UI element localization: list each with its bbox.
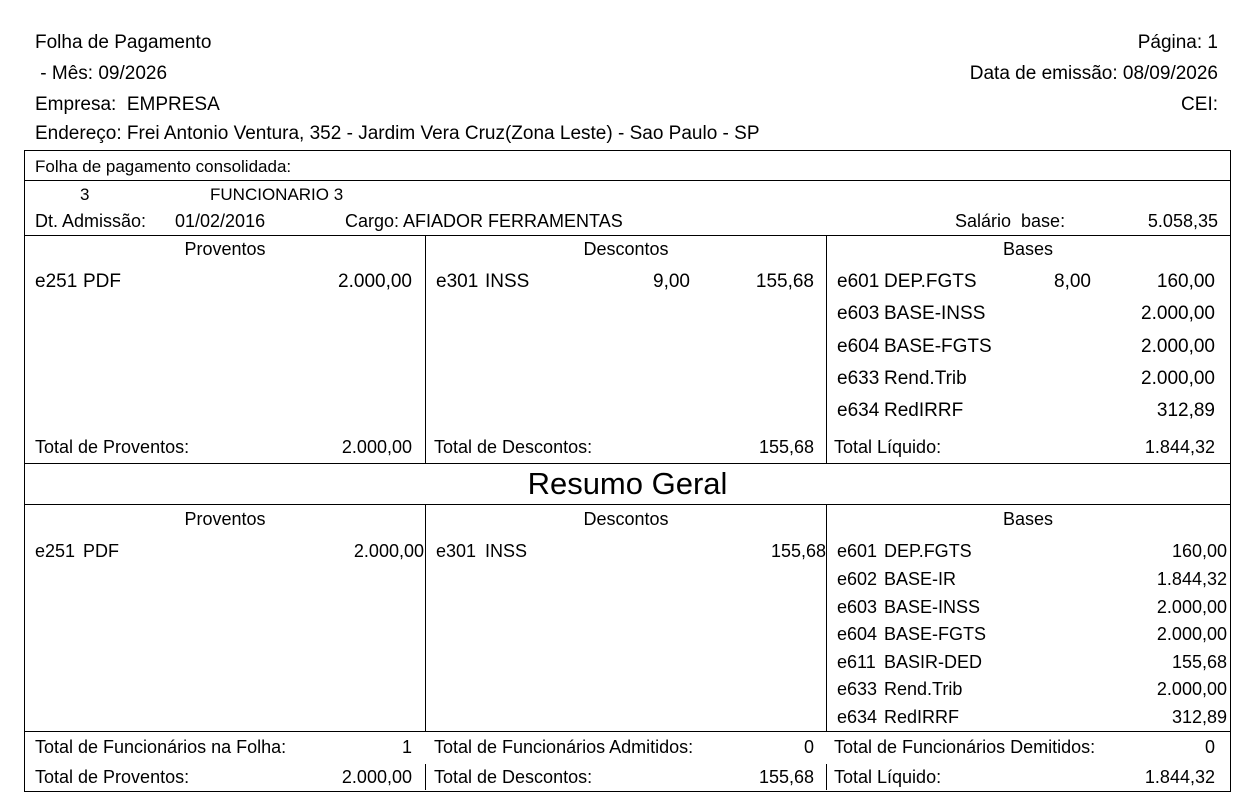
list-item-value: 2.000,00: [1156, 679, 1227, 699]
total-liquido-label: Total Líquido:: [834, 437, 942, 457]
list-item-desc: RedIRRF: [884, 400, 964, 421]
list-item-value: 1.844,32: [1156, 569, 1227, 589]
employee-name: FUNCIONARIO 3: [210, 185, 344, 204]
list-item-code: e603: [837, 303, 880, 324]
employee-count-value: 1: [401, 737, 412, 757]
list-item-code: e301: [436, 541, 477, 561]
list-item-ref: 9,00: [653, 271, 690, 292]
list-item-code: e601: [837, 271, 880, 292]
list-item-code: e603: [837, 597, 878, 617]
divider-line: [24, 235, 1230, 236]
emission-date: Data de emissão: 08/09/2026: [969, 63, 1218, 84]
employee-code: 3: [80, 185, 90, 204]
total-proventos-value: 2.000,00: [341, 767, 412, 787]
list-item-value: 2.000,00: [1141, 368, 1215, 389]
list-item-code: e604: [837, 336, 880, 357]
list-item-desc: Rend.Trib: [884, 368, 967, 389]
salary-value: 5.058,35: [1147, 211, 1218, 231]
dismissed-count-label: Total de Funcionários Demitidos:: [834, 737, 1096, 757]
list-item-code: e634: [837, 400, 880, 421]
list-item-value: 160,00: [1156, 271, 1215, 292]
list-item-desc: DEP.FGTS: [884, 541, 972, 561]
report-month: - Mês: 09/2026: [35, 63, 168, 84]
list-item-code: e251: [35, 271, 78, 292]
employee-count-label: Total de Funcionários na Folha:: [35, 737, 287, 757]
dismissed-count-value: 0: [1204, 737, 1215, 757]
list-item-value: 2.000,00: [1156, 624, 1227, 644]
company-name: Empresa: EMPRESA: [35, 94, 220, 115]
list-item-code: e604: [837, 624, 878, 644]
total-liquido-value: 1.844,32: [1144, 767, 1215, 787]
admitted-count-value: 0: [803, 737, 814, 757]
list-item-code: e633: [837, 679, 878, 699]
column-divider: [826, 764, 827, 790]
salary-label: Salário base:: [955, 211, 1066, 231]
list-item-desc: BASE-IR: [884, 569, 957, 589]
list-item-value: 2.000,00: [1141, 303, 1215, 324]
list-item-desc: PDF: [83, 541, 119, 561]
list-item-value: 155,68: [1171, 652, 1227, 672]
list-item-desc: INSS: [485, 271, 530, 292]
total-descontos-value: 155,68: [758, 437, 814, 457]
column-divider: [826, 504, 827, 731]
list-item-desc: PDF: [83, 271, 121, 292]
list-item-desc: Rend.Trib: [884, 679, 963, 699]
summary-title: Resumo Geral: [527, 466, 728, 501]
cei-label: CEI:: [1181, 94, 1218, 115]
bases-header: Bases: [1002, 239, 1054, 259]
total-proventos-label: Total de Proventos:: [35, 437, 190, 457]
proventos-header: Proventos: [184, 239, 266, 259]
admission-label: Dt. Admissão:: [35, 211, 147, 231]
column-divider: [425, 504, 426, 731]
list-item-code: e633: [837, 368, 880, 389]
list-item-value: 160,00: [1171, 541, 1227, 561]
list-item-code: e301: [436, 271, 479, 292]
list-item-value: 2.000,00: [353, 541, 424, 561]
list-item-desc: DEP.FGTS: [884, 271, 977, 292]
list-item-code: e251: [35, 541, 76, 561]
divider-line: [24, 180, 1230, 181]
list-item-value: 312,89: [1171, 707, 1227, 727]
divider-line: [24, 731, 1230, 732]
list-item-value: 155,68: [770, 541, 826, 561]
total-liquido-label: Total Líquido:: [834, 767, 942, 787]
total-descontos-value: 155,68: [758, 767, 814, 787]
list-item-value: 2.000,00: [1156, 597, 1227, 617]
list-item-value: 2.000,00: [338, 271, 412, 292]
list-item-code: e601: [837, 541, 878, 561]
list-item-desc: RedIRRF: [884, 707, 960, 727]
employee-role: Cargo: AFIADOR FERRAMENTAS: [345, 211, 623, 231]
list-item-desc: BASIR-DED: [884, 652, 983, 672]
bases-header: Bases: [1002, 509, 1054, 529]
list-item-desc: BASE-INSS: [884, 303, 986, 324]
list-item-code: e634: [837, 707, 878, 727]
list-item-desc: BASE-INSS: [884, 597, 981, 617]
admission-date: 01/02/2016: [175, 211, 266, 231]
column-divider: [425, 764, 426, 790]
list-item-value: 2.000,00: [1141, 336, 1215, 357]
list-item-ref: 8,00: [1054, 271, 1091, 292]
list-item-desc: INSS: [485, 541, 528, 561]
divider-line: [24, 463, 1230, 464]
company-address: Endereço: Frei Antonio Ventura, 352 - Jardim Vera Cruz(Zona Leste) - Sao Paulo - SP: [35, 123, 760, 144]
list-item-code: e602: [837, 569, 878, 589]
total-descontos-label: Total de Descontos:: [434, 767, 593, 787]
report-title: Folha de Pagamento: [35, 32, 212, 53]
page-number: Página: 1: [1137, 32, 1218, 53]
descontos-header: Descontos: [583, 509, 669, 529]
list-item-code: e611: [837, 652, 876, 672]
total-descontos-label: Total de Descontos:: [434, 437, 593, 457]
proventos-header: Proventos: [184, 509, 266, 529]
list-item-value: 155,68: [755, 271, 814, 292]
column-divider: [826, 235, 827, 463]
column-divider: [425, 235, 426, 463]
consolidated-label: Folha de pagamento consolidada:: [35, 157, 292, 176]
divider-line: [24, 504, 1230, 505]
list-item-desc: BASE-FGTS: [884, 336, 992, 357]
total-liquido-value: 1.844,32: [1144, 437, 1215, 457]
total-proventos-label: Total de Proventos:: [35, 767, 190, 787]
descontos-header: Descontos: [583, 239, 669, 259]
list-item-desc: BASE-FGTS: [884, 624, 987, 644]
total-proventos-value: 2.000,00: [341, 437, 412, 457]
admitted-count-label: Total de Funcionários Admitidos:: [434, 737, 694, 757]
list-item-value: 312,89: [1156, 400, 1215, 421]
